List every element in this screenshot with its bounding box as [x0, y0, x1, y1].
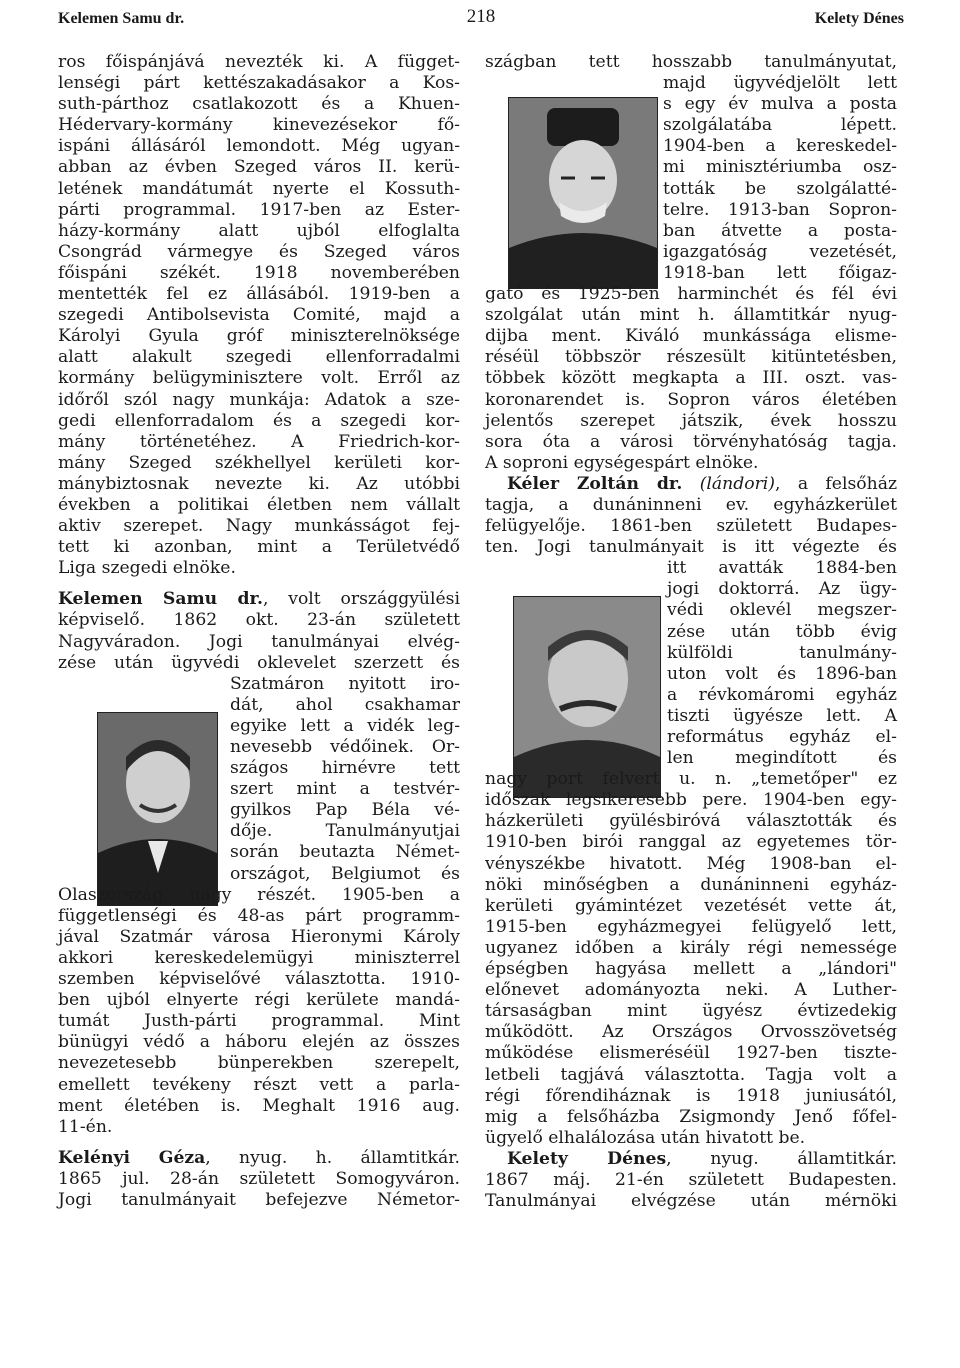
text-line: külföldi tanulmány-	[667, 642, 897, 663]
text-line: nevezetesebb bünperekben szerepelt,	[58, 1053, 460, 1074]
text-line: jelentős szerepet játszik, évek hosszu	[485, 410, 897, 431]
text-line: majd ügyvédjelölt lett	[663, 73, 897, 94]
text-line: ros főispánjává nevezték ki. A függet-	[58, 52, 460, 72]
text-line: szemben képviselővé választotta. 1910-	[58, 969, 460, 990]
text-line: Csongrád vármegye és Szeged város	[58, 241, 460, 262]
text-line: koronarendet is. Sopron város életében	[485, 389, 897, 410]
text-line: előnevet adományozta neki. A Luther-	[485, 980, 897, 1001]
text-line: Liga szegedi elnöke.	[58, 558, 236, 579]
text-line: akkori kereskedelemügyi miniszterrel	[58, 947, 460, 968]
text-line: szolgálat után mint h. államtitkár nyug-	[485, 305, 897, 326]
text-line: mentették fel ez állásából. 1919-ben a	[58, 284, 460, 305]
text-line: házy-kormány alatt ujból elfoglalta	[58, 220, 460, 241]
text-line: tották be szolgálatté-	[663, 178, 897, 199]
text-line: igazgatóság vezetését,	[663, 241, 897, 262]
text-line: 1904-ben a kereskedel-	[663, 136, 897, 157]
text-line: képviselő. 1862 okt. 23-án született	[58, 610, 460, 631]
text-line: ügyelő elhalálozása után hivatott be.	[485, 1127, 806, 1148]
page-header	[58, 6, 904, 32]
text-line: épségben hagyása mellett a „lándori"	[485, 959, 897, 980]
text-line: gató és 1925-ben harminchét és fél évi	[485, 284, 897, 305]
text-beside-photo	[485, 73, 897, 284]
text-line: 1867 máj. 21-én született Budapesten.	[485, 1169, 897, 1190]
text-line: dát, ahol csakhamar	[230, 694, 460, 715]
text-line: zése után ügyvédi oklevelet szerzett és	[58, 652, 460, 673]
text-line: ten. Jogi tanulmányait is itt végezte és	[485, 537, 897, 558]
text-line: letbeli tagjává választotta. Tagja volt a	[485, 1064, 897, 1085]
text-line: réséül többször részesült kitüntetésben,	[485, 347, 897, 368]
text-line: Károlyi Gyula gróf miniszterelnöksége	[58, 326, 460, 347]
text-line: szert mint a testvér-	[230, 779, 460, 800]
text-line: nagy port felvert u. n. „temetőper" ez	[485, 769, 897, 790]
text-line: telre. 1913-ban Sopron-	[663, 199, 897, 220]
text-line: párti programmal. 1917-ben az Ester-	[58, 199, 460, 220]
text-line: református egyház el-	[667, 727, 897, 747]
text-line: uton volt és 1896-ban	[667, 663, 897, 684]
text-line: len megindított és	[667, 748, 897, 769]
text-line: A soproni egységespárt elnöke.	[485, 452, 759, 473]
text-line: országot, Belgiumot és	[230, 863, 460, 884]
text-line: Olaszország nagy részét. 1905-ben a	[58, 884, 460, 905]
kelenyi-entry	[58, 1148, 460, 1211]
entry-title: , volt országgyülési	[262, 589, 460, 610]
text-line: főispáni székét. 1918 novemberében	[58, 262, 460, 283]
text-line: sora óta a városi törvényhatóság tagja.	[485, 431, 897, 452]
text-line: abban az évben Szeged város II. kerü-	[58, 157, 460, 178]
text-line: házkerületi gyülésbiróvá választották és	[485, 811, 897, 832]
text-line: itt avatták 1884-ben	[667, 558, 897, 579]
text-line: szolgálatába lépett.	[663, 115, 897, 136]
entry-name-kelemen: Kelemen Samu dr.	[58, 589, 263, 610]
text-line: 11-én.	[58, 1116, 113, 1137]
text-line: Nagyváradon. Jogi tanulmányai elvég-	[58, 631, 460, 652]
text-line: suth-párthoz csatlakozott és a Khuen-	[58, 94, 460, 115]
text-line: időről szól nagy munkája: Adatok a sze-	[58, 389, 460, 410]
text-line: szágban tett hosszabb tanulmányutat,	[485, 52, 897, 72]
text-line: a révkomáromi egyház	[667, 684, 897, 705]
text-line: mánybiztosnak nevezte ki. Az utóbbi	[58, 473, 460, 494]
text-line: egyike lett a vidék leg-	[230, 715, 460, 736]
text-line: tagja, a dunáninneni ev. egyházkerület	[485, 494, 897, 515]
text-line: alatt alakult szegedi ellenforradalmi	[58, 347, 460, 368]
header-right-name: Kelety Dénes	[814, 10, 904, 27]
text-line: szágos hirnévre tett	[230, 758, 460, 779]
entry-heading-line	[485, 474, 897, 495]
text-line: gedi ellenforradalom és a szegedi kor-	[58, 410, 460, 431]
text-line: mány Szeged székhellyel kerületi kor-	[58, 452, 460, 473]
entry-heading-line	[58, 589, 460, 610]
text-line: kerületi gyámintézet vezetését vette át,	[485, 895, 897, 916]
text-line: dijba ment. Kiváló munkássága elisme-	[485, 326, 897, 347]
entry-heading-line	[485, 1149, 897, 1170]
text-line: során beutazta Német-	[230, 842, 460, 863]
text-line: többek között megkapta a III. oszt. vas-	[485, 368, 897, 389]
text-line: 1918-ban lett főigaz-	[663, 262, 897, 283]
entry-name-kelenyi: Kelényi Géza	[58, 1147, 206, 1168]
text-line: mány történetéhez. A Friedrich-kor-	[58, 431, 460, 452]
text-line: ispáni állásáról lemondott. Még ugyan-	[58, 136, 460, 157]
text-line: letének mandátumát nyerte el Kossuth-	[58, 178, 460, 199]
entry-name-keler: Kéler Zoltán dr.	[507, 473, 683, 494]
text-line: aktiv szerepet. Nagy munkásságot fej-	[58, 516, 460, 537]
text-line: védi oklevél megszer-	[667, 600, 897, 621]
left-paragraph-1	[58, 52, 460, 579]
text-line: szegedi Antibolsevista Comité, majd a	[58, 305, 460, 326]
text-line: vényszékbe hivatott. Még 1908-ban el-	[485, 853, 897, 874]
entry-title: , nyug. h. államtitkár.	[205, 1147, 461, 1168]
text-line: ugyanez időben a király régi nemessége	[485, 937, 897, 958]
text-line: Tanulmányai elvégzése után mérnöki	[485, 1191, 897, 1212]
text-line: s egy év mulva a posta	[663, 94, 897, 115]
text-line: bünügyi védő a háboru elején az összes	[58, 1032, 460, 1053]
header-left-name: Kelemen Samu dr.	[58, 10, 185, 27]
text-line: dője. Tanulmányutjai	[230, 821, 460, 842]
text-line: Hédervary-kormány kinevezésekor fő-	[58, 115, 460, 136]
text-line: működött. Az Országos Orvosszövetség	[485, 1022, 897, 1043]
text-line: kormány belügyminisztere volt. Erről az	[58, 368, 460, 389]
keler-entry	[485, 474, 897, 1149]
entry-name-kelety: Kelety Dénes	[507, 1148, 667, 1169]
text-line: ban átvette a posta-	[663, 220, 897, 241]
text-line: 1865 jul. 28-án született Somogyváron.	[58, 1168, 460, 1189]
text-line: nöki minőségben a dunáninneni egyház-	[485, 874, 897, 895]
text-line: mig a felsőházba Zsigmondy Jenő főfel-	[485, 1106, 897, 1127]
text-line: emellett tevékeny részt vett a parla-	[58, 1074, 460, 1095]
entry-title: , nyug. államtitkár.	[666, 1148, 897, 1169]
text-line: felügyelője. 1861-ben született Budapes-	[485, 516, 897, 537]
text-line: ment életében is. Meghalt 1916 aug.	[58, 1095, 460, 1116]
text-beside-photo	[485, 558, 897, 769]
text-line: tumát Justh-párti programmal. Mint	[58, 1011, 460, 1032]
entry-heading-line	[58, 1148, 460, 1169]
text-line: gyilkos Pap Béla vé-	[230, 800, 460, 821]
text-line: működése elismeréséül 1927-ben tiszte-	[485, 1043, 897, 1064]
entry-title: , a felsőház	[775, 473, 897, 494]
text-line: Szatmáron nyitott iro-	[230, 673, 460, 694]
text-line: ben ujból elnyerte régi kerülete mandá-	[58, 990, 460, 1011]
left-column	[58, 52, 460, 1211]
kelety-entry	[485, 1149, 897, 1212]
text-line: években a politikai életben nem vállalt	[58, 494, 460, 515]
text-line: jogi doktorrá. Az ügy-	[667, 579, 897, 600]
text-line: tett ki azonban, mint a Területvédő	[58, 537, 460, 558]
text-line: Jogi tanulmányait befejezve Németor-	[58, 1189, 460, 1210]
entry-predicate: (lándori)	[699, 473, 776, 494]
text-line: függetlenségi és 48-as párt programm-	[58, 905, 460, 926]
text-line: zése után több évig	[667, 621, 897, 642]
text-line: régi főrendiháznak is 1918 juniusától,	[485, 1085, 897, 1106]
text-line: 1915-ben egyházmegyei felügyelő lett,	[485, 916, 897, 937]
text-line: jával Szatmár városa Hieronymi Károly	[58, 926, 460, 947]
text-beside-photo	[58, 674, 460, 885]
text-line: mi minisztériumba osz-	[663, 157, 897, 178]
kelemen-entry	[58, 589, 460, 1137]
text-line: nevesebb védőinek. Or-	[230, 737, 460, 757]
text-line: lenségi párt kettészakadásakor a Kos-	[58, 73, 460, 94]
text-line: 1910-ben birói ranggal az egyetemes tör-	[485, 832, 897, 853]
text-line: társaságban mint ügyész évtizedekig	[485, 1001, 897, 1022]
page-number: 218	[466, 6, 496, 27]
text-line: tiszti ügyésze lett. A	[667, 705, 897, 726]
right-column	[485, 52, 897, 1212]
text-line: időszak legsikeresebb pere. 1904-ben egy-	[485, 790, 897, 811]
